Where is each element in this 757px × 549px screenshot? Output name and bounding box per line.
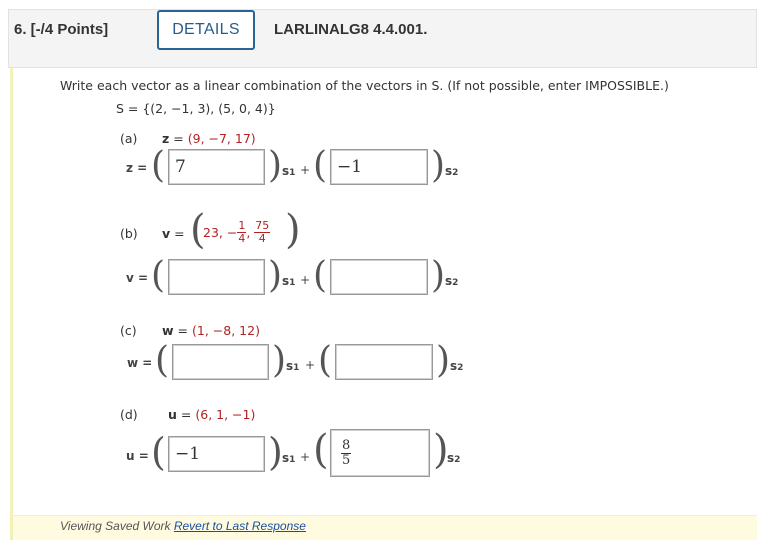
part-a-coef2-input[interactable]: −1 (330, 149, 428, 185)
s2-label: s2 (450, 359, 464, 373)
s2-label: s2 (445, 274, 459, 288)
part-b-vector-value: 23, − $\frac{1}{4}$ , $\frac{75}{4}$ (203, 218, 270, 245)
part-a-coef1-input[interactable]: 7 (168, 149, 265, 185)
open-paren: ( (313, 255, 328, 296)
part-c-coef1-input[interactable] (172, 344, 269, 380)
part-c-vector-name: w (162, 323, 174, 338)
part-c-coef2-input[interactable] (335, 344, 433, 380)
part-d-vector (168, 407, 255, 422)
question-number: 6. [-/4 Points] (14, 21, 109, 38)
s1-label: s1 (282, 451, 296, 465)
set-s: S = {(2, −1, 3), (5, 0, 4)} (116, 101, 276, 116)
part-a-vector-name: z (162, 131, 170, 146)
open-paren: ( (190, 207, 206, 253)
part-d-label: (d) (120, 407, 138, 422)
open-paren: ( (151, 145, 166, 186)
close-paren: ) (433, 427, 449, 473)
part-d-lhs: u = (126, 449, 149, 463)
open-paren: ( (155, 340, 170, 381)
problem-code: LARLINALG8 4.4.001. (274, 21, 428, 38)
part-b-coef2-input[interactable] (330, 259, 428, 295)
plus-sign: + (300, 273, 311, 287)
part-b-lhs: v = (126, 271, 149, 285)
part-c-vector (162, 323, 260, 338)
part-c-lhs: w = (127, 356, 153, 370)
part-a-label: (a) (120, 131, 138, 146)
question-header (8, 9, 757, 68)
open-paren: ( (151, 430, 166, 474)
part-d-equals: = (180, 407, 192, 422)
part-a-vector-value: (9, −7, 17) (187, 131, 256, 146)
part-d-coef2-input[interactable] (330, 429, 430, 477)
part-d-coef1-input[interactable]: −1 (168, 436, 265, 472)
s2-label: s2 (445, 164, 459, 178)
s1-label: s1 (282, 164, 296, 178)
close-paren: ) (431, 255, 446, 296)
part-b-coef1-input[interactable] (168, 259, 265, 295)
plus-sign: + (300, 450, 311, 464)
footer (60, 519, 306, 533)
part-b-vector (162, 226, 185, 241)
close-paren: ) (268, 145, 283, 186)
close-paren: ) (285, 207, 301, 253)
close-paren: ) (272, 340, 287, 381)
part-b-label: (b) (120, 226, 138, 241)
saved-work-text: Viewing Saved Work (60, 519, 174, 533)
revert-link[interactable]: Revert to Last Response (173, 519, 306, 533)
close-paren: ) (268, 255, 283, 296)
open-paren: ( (313, 145, 328, 186)
fraction: $\frac{8}{5}$ (342, 437, 351, 468)
fraction: $\frac{1}{4}$ (238, 218, 246, 245)
s1-label: s1 (282, 274, 296, 288)
plus-sign: + (300, 163, 311, 177)
open-paren: ( (313, 427, 329, 473)
part-d-vector-name: u (168, 407, 177, 422)
question-prompt: Write each vector as a linear combination of the vectors in S. (If not possible, enter IMPOSSIBLE.) (60, 78, 669, 93)
open-paren: ( (318, 340, 333, 381)
part-a-equals: = (173, 131, 184, 146)
s2-label: s2 (447, 451, 461, 465)
s1-label: s1 (286, 359, 300, 373)
fraction: $\frac{75}{4}$ (255, 218, 270, 245)
part-a-lhs: z = (126, 161, 148, 175)
part-c-label: (c) (120, 323, 137, 338)
part-c-equals: = (177, 323, 189, 338)
details-button[interactable]: DETAILS (157, 10, 255, 50)
part-b-vector-name: v (162, 226, 171, 241)
close-paren: ) (431, 145, 446, 186)
part-a-vector (162, 131, 256, 146)
plus-sign: + (305, 358, 316, 372)
part-b-equals: = (174, 226, 185, 241)
close-paren: ) (436, 340, 451, 381)
close-paren: ) (268, 430, 283, 474)
part-c-vector-value: (1, −8, 12) (192, 323, 260, 338)
open-paren: ( (151, 255, 166, 296)
part-d-vector-value: (6, 1, −1) (195, 407, 256, 422)
